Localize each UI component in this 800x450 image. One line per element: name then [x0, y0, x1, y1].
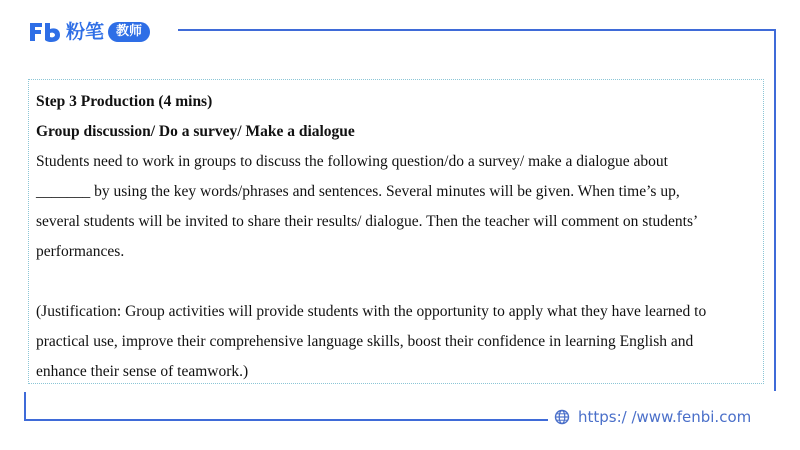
frame-left-line	[24, 392, 26, 421]
justification-line: (Justification: Group activities will provide students with the opportunity to apply what they have learned to	[36, 303, 707, 320]
paragraph-line: _______ by using the key words/phrases and sentences. Several minutes will be given. When time’s up,	[36, 183, 680, 200]
paragraph-line: performances.	[36, 243, 125, 260]
activity-subheading: Group discussion/ Do a survey/ Make a dialogue	[36, 123, 355, 140]
justification-line: enhance their sense of teamwork.)	[36, 363, 249, 380]
paragraph-line: Students need to work in groups to discuss the following question/do a survey/ make a dialogue about	[36, 153, 668, 170]
globe-icon	[554, 409, 570, 425]
step-heading: Step 3 Production (4 mins)	[36, 93, 213, 110]
frame-top-line	[178, 29, 775, 31]
brand-name: 粉笔	[66, 21, 105, 43]
frame-bottom-line	[24, 419, 548, 421]
footer-url-text[interactable]: https:/ /www.fenbi.com	[578, 408, 752, 426]
document-text	[36, 87, 766, 387]
brand-logo	[28, 20, 150, 44]
paragraph-spacer	[36, 267, 766, 297]
footer-url[interactable]	[554, 408, 751, 426]
paragraph-line: several students will be invited to share their results/ dialogue. Then the teacher will comment on students’	[36, 213, 699, 230]
fb-logo-icon	[28, 21, 62, 43]
frame-right-line	[774, 29, 776, 391]
justification-line: practical use, improve their comprehensive language skills, boost their confidence in learning English and	[36, 333, 694, 350]
brand-tag: 教师	[108, 22, 150, 42]
